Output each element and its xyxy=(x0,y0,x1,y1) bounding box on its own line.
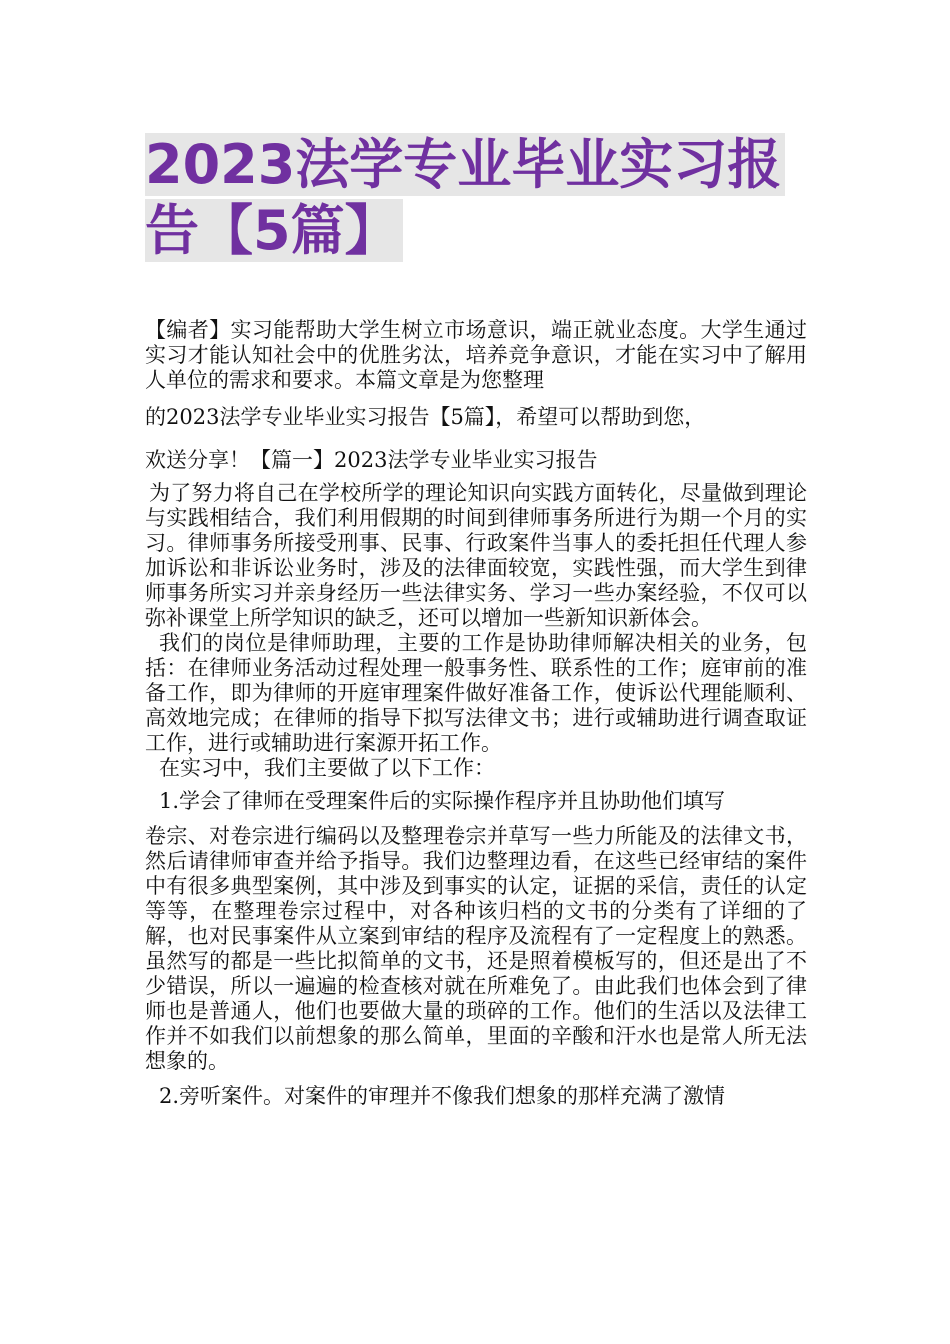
intro-line-3: 欢送分享！【篇一】2023法学专业毕业实习报告 xyxy=(145,448,598,472)
list-item-1 xyxy=(145,789,807,1074)
document-body xyxy=(145,318,807,1109)
intro-line-2: 的2023法学专业毕业实习报告【5篇】，希望可以帮助到您， xyxy=(145,405,706,429)
document-title xyxy=(145,132,815,264)
paragraph-3: 在实习中，我们主要做了以下工作： xyxy=(159,756,495,780)
list-item-1-first-line: 1.学会了律师在受理案件后的实际操作程序并且协助他们填写 xyxy=(159,789,726,813)
paragraph-1: 为了努力将自己在学校所学的理论知识向实践方面转化，尽量做到理论与实践相结合，我们利用假期的时间到律师事务所进行为期一个月的实习。律师事务所接受刑事、民事、行政案件当事人的委托担任代理人参加诉讼和非诉讼业务时，涉及的法律面较宽，实践性强，而大学生到律师事务所实习并亲身经历一些法律实务、学习一些办案经验，不仅可以弥补课堂上所学知识的缺乏，还可以增加一些新知识新体会。 xyxy=(145,481,807,630)
list-item-2: 2.旁听案件。对案件的审理并不像我们想象的那样充满了激情 xyxy=(159,1084,726,1108)
title-text: 2023法学专业毕业实习报告【5篇】 xyxy=(145,133,785,262)
list-item-1-body: 卷宗、对卷宗进行编码以及整理卷宗并草写一些力所能及的法律文书，然后请律师审查并给予指导。我们边整理边看，在这些已经审结的案件中有很多典型案例，其中涉及到事实的认定，证据的采信，责任的认定等等，在整理卷宗过程中，对各种该归档的文书的分类有了详细的了解，也对民事案件从立案到审结的程序及流程有了一定程度上的熟悉。虽然写的都是一些比拟简单的文书，还是照着模板写的，但还是出了不少错误，所以一遍遍的检查核对就在所难免了。由此我们也体会到了律师也是普通人，他们也要做大量的琐碎的工作。他们的生活以及法律工作并不如我们以前想象的那么简单，里面的辛酸和汗水也是常人所无法想象的。 xyxy=(145,824,807,1073)
editor-intro xyxy=(145,318,807,473)
paragraph-2: 我们的岗位是律师助理，主要的工作是协助律师解决相关的业务，包括：在律师业务活动过程处理一般事务性、联系性的工作；庭审前的准备工作，即为律师的开庭审理案件做好准备工作，使诉讼代理能顺利、高效地完成；在律师的指导下拟写法律文书；进行或辅助进行调查取证工作，进行或辅助进行案源开拓工作。 xyxy=(145,631,807,755)
intro-line-1: 【编者】实习能帮助大学生树立市场意识，端正就业态度。大学生通过实习才能认知社会中的优胜劣汰，培养竞争意识，才能在实习中了解用人单位的需求和要求。本篇文章是为您整理 xyxy=(145,318,807,392)
